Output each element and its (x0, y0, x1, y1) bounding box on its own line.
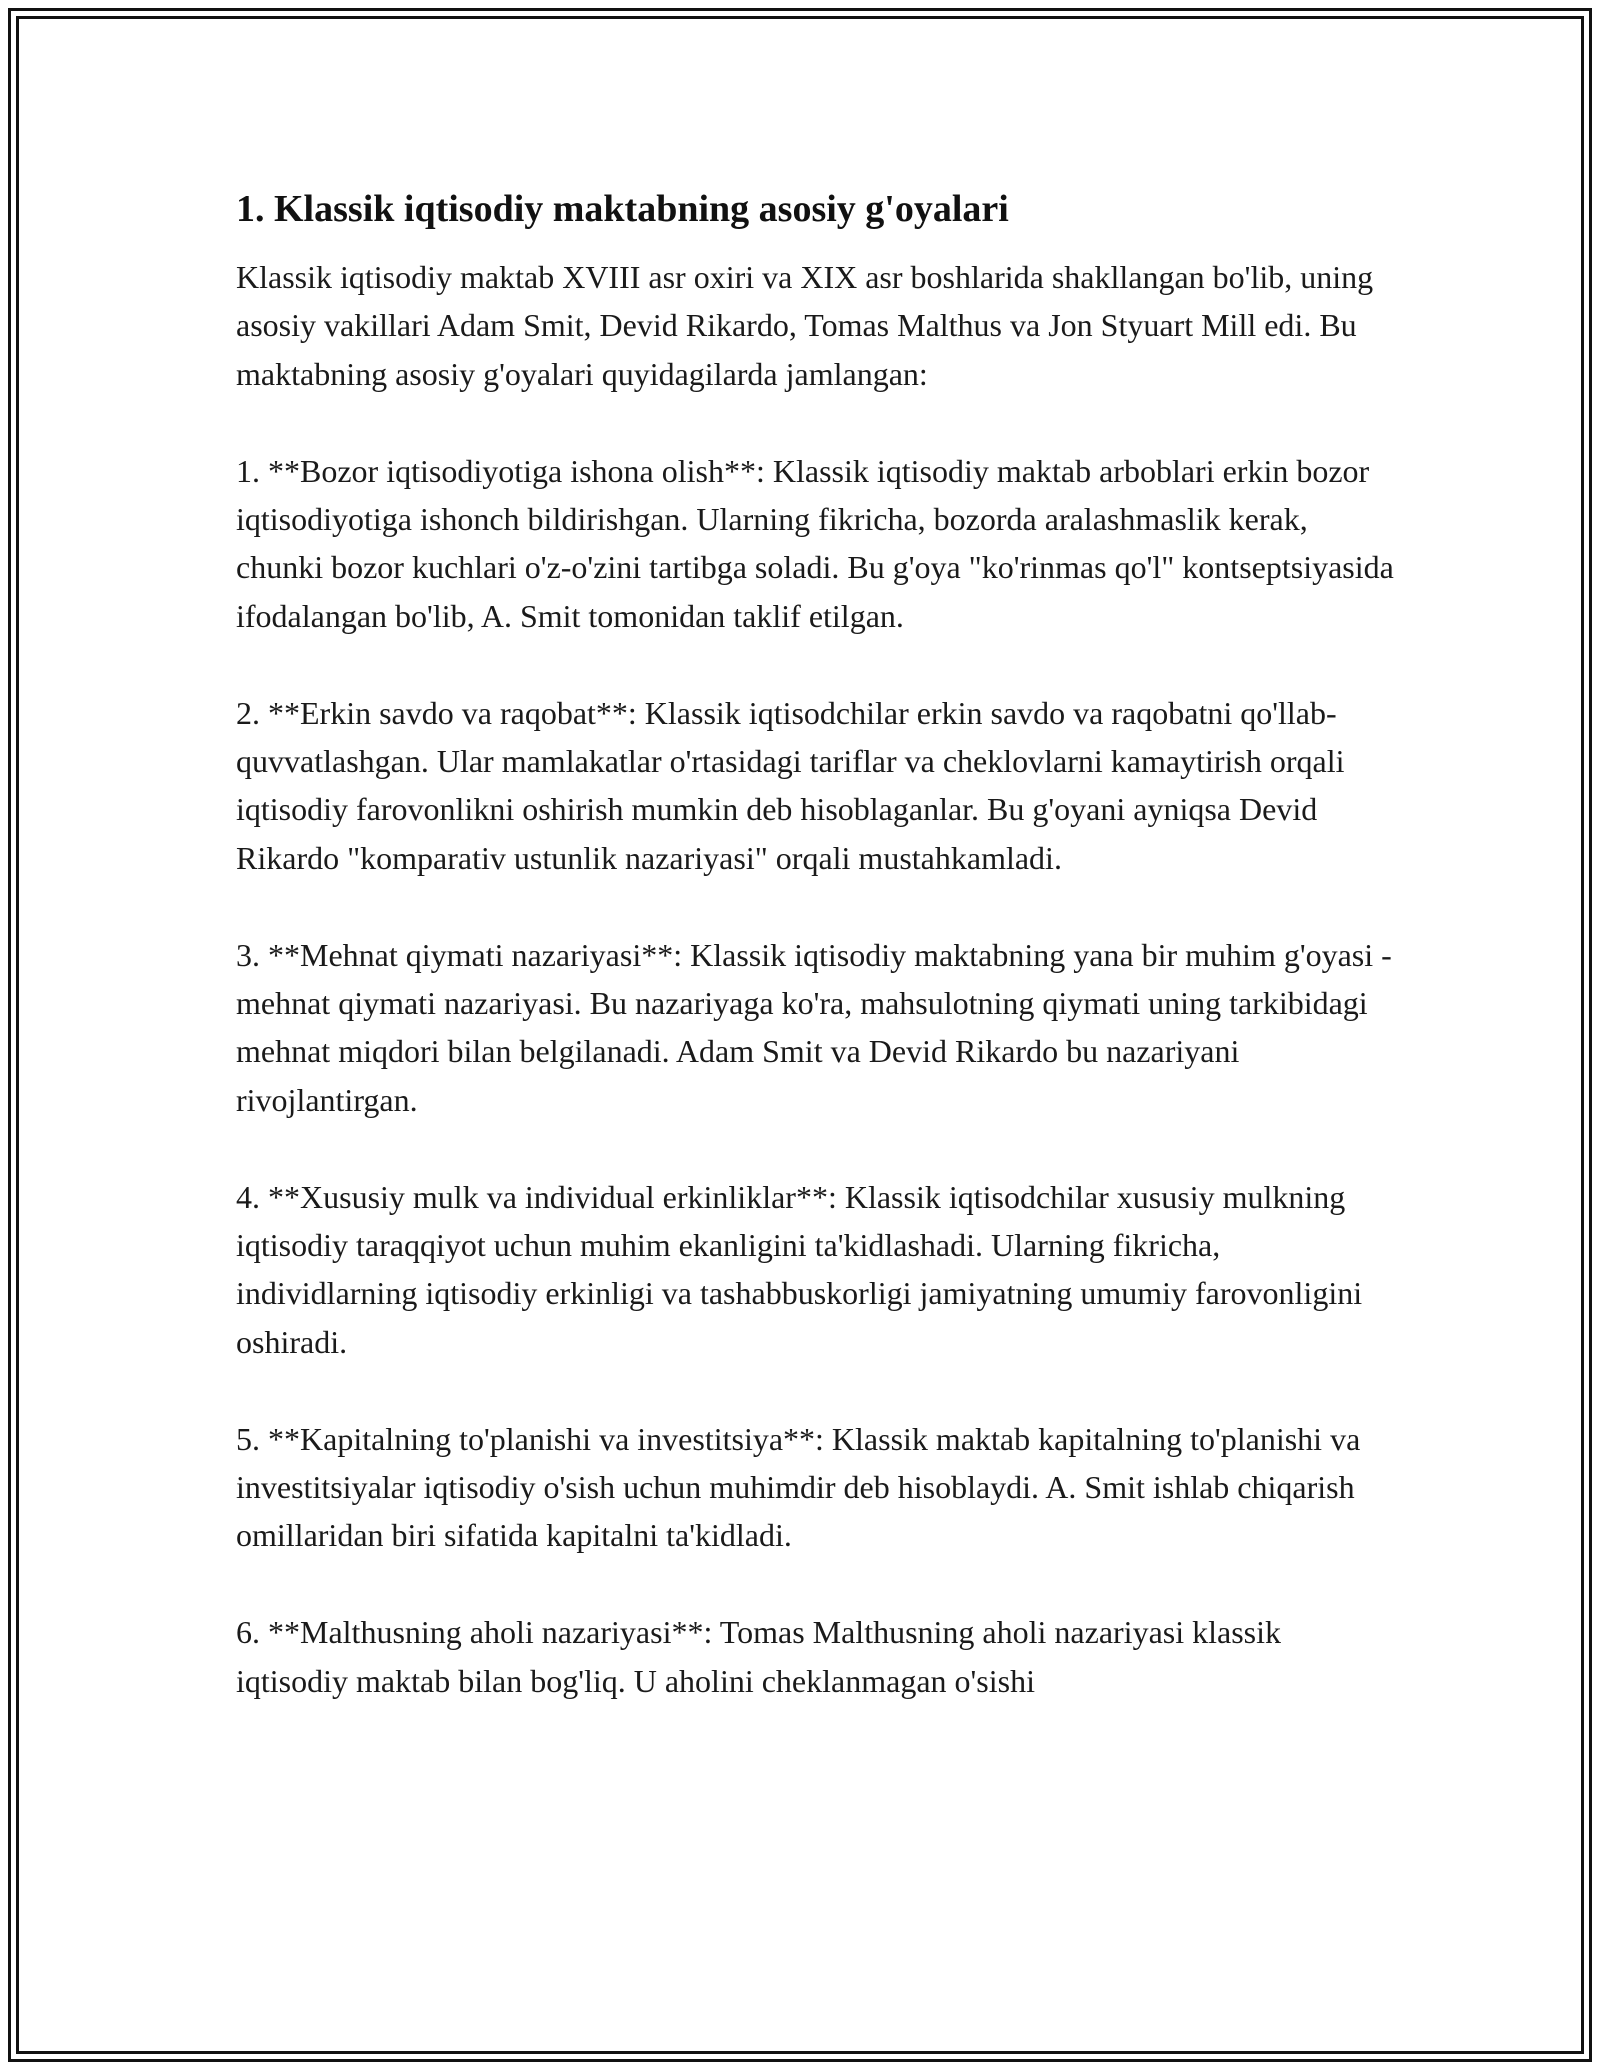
point-4-paragraph: 4. **Xususiy mulk va individual erkinliklar**: Klassik iqtisodchilar xususiy mulkning iqtisodiy taraqqiyot uchun muhim ekanligini ta'kidlashadi. Ularning fikricha, individlarning iqtisodiy erkinligi va tashabbuskorligi jamiyatning umumiy farovonligini oshiradi. (236, 1178, 1363, 1360)
point-2-paragraph: 2. **Erkin savdo va raqobat**: Klassik iqtisodchilar erkin savdo va raqobatni qo'llab-quvvatlashgan. Ular mamlakatlar o'rtasidagi tariflar va cheklovlarni kamaytirish orqali iqtisodiy farovonlikni oshirish mumkin deb hisoblaganlar. Bu g'oyani ayniqsa Devid Rikardo "komparativ ustunlik nazariyasi" orqali mustahkamladi. (236, 694, 1345, 876)
point-1-paragraph: 1. **Bozor iqtisodiyotiga ishona olish**: Klassik iqtisodiy maktab arboblari erkin bozor iqtisodiyotiga ishonch bildirishgan. Ularning fikricha, bozorda aralashmaslik kerak, chunki bozor kuchlari o'z-o'zini tartibga soladi. Bu g'oya "ko'rinmas qo'l" kontseptsiyasida ifodalangan bo'lib, A. Smit tomonidan taklif etilgan. (236, 452, 1394, 634)
point-5-paragraph: 5. **Kapitalning to'planishi va investitsiya**: Klassik maktab kapitalning to'planishi va investitsiyalar iqtisodiy o'sish uchun muhimdir deb hisoblaydi. A. Smit ishlab chiqarish omillaridan biri sifatida kapitalni ta'kidladi. (236, 1420, 1361, 1554)
document-body (236, 185, 1396, 1705)
section-heading: 1. Klassik iqtisodiy maktabning asosiy g'oyalari (236, 188, 1009, 230)
intro-paragraph: Klassik iqtisodiy maktab XVIII asr oxiri va XIX asr boshlarida shakllangan bo'lib, uning asosiy vakillari Adam Smit, Devid Rikardo, Tomas Malthus va Jon Styuart Mill edi. Bu maktabning asosiy g'oyalari quyidagilarda jamlangan: (236, 259, 1374, 392)
point-3-paragraph: 3. **Mehnat qiymati nazariyasi**: Klassik iqtisodiy maktabning yana bir muhim g'oyasi - mehnat qiymati nazariyasi. Bu nazariyaga ko'ra, mahsulotning qiymati uning tarkibidagi mehnat miqdori bilan belgilanadi. Adam Smit va Devid Rikardo bu nazariyani rivojlantirgan. (236, 936, 1392, 1118)
point-6-paragraph: 6. **Malthusning aholi nazariyasi**: Tomas Malthusning aholi nazariyasi klassik iqtisodiy maktab bilan bog'liq. U aholini cheklanmagan o'sishi (236, 1614, 1281, 1699)
